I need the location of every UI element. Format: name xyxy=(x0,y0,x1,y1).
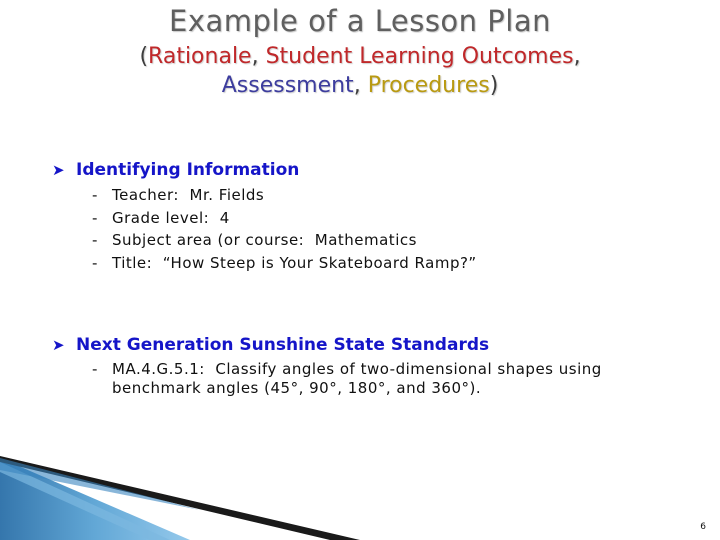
section-standards xyxy=(52,335,490,355)
standard-line-2: benchmark angles (45°, 90°, 180°, and 360°). xyxy=(112,379,482,397)
dash-bullet: - xyxy=(92,186,98,204)
dash-bullet: - xyxy=(92,231,98,249)
section-heading: Identifying Information xyxy=(76,160,300,180)
subtitle-assessment: Assessment xyxy=(221,73,354,98)
list-item xyxy=(92,184,477,207)
subtitle-outcomes: Student Learning Outcomes xyxy=(265,44,574,69)
list-item-text: Subject area (or course: Mathematics xyxy=(112,231,417,249)
arrow-bullet-icon: ➤ xyxy=(52,161,65,179)
list-item-text: Title: “How Steep is Your Skateboard Ramp?” xyxy=(112,253,477,272)
list-item xyxy=(92,229,477,252)
subtitle-sep-1: , xyxy=(251,44,266,69)
slide-subtitle xyxy=(0,42,720,100)
section-identifying-information xyxy=(52,160,300,180)
dash-bullet: - xyxy=(92,253,98,272)
subtitle-sep-2: , xyxy=(573,44,581,69)
arrow-bullet-icon: ➤ xyxy=(52,336,65,354)
subtitle-rationale: Rationale xyxy=(148,44,252,69)
dash-bullet: - xyxy=(92,208,98,227)
page-number: 6 xyxy=(700,522,706,532)
subtitle-paren-open: ( xyxy=(139,44,149,69)
dash-bullet: - xyxy=(92,360,98,378)
standard-line-1 xyxy=(92,360,652,379)
subtitle-line-2 xyxy=(0,71,720,100)
list-item-text: Grade level: 4 xyxy=(112,208,230,227)
slide-title: Example of a Lesson Plan xyxy=(169,4,551,38)
list-item xyxy=(92,207,477,230)
standard-text xyxy=(92,360,652,398)
subtitle-procedures: Procedures xyxy=(367,73,490,98)
subtitle-line-1 xyxy=(0,42,720,71)
section-heading: Next Generation Sunshine State Standards xyxy=(76,335,490,355)
identifying-info-list xyxy=(92,184,477,274)
standard-line-1-text: MA.4.G.5.1: Classify angles of two-dimensional shapes using xyxy=(112,360,602,378)
subtitle-paren-close: ) xyxy=(489,73,499,98)
subtitle-sep-3: , xyxy=(353,73,368,98)
list-item xyxy=(92,252,477,275)
list-item-text: Teacher: Mr. Fields xyxy=(112,186,265,204)
